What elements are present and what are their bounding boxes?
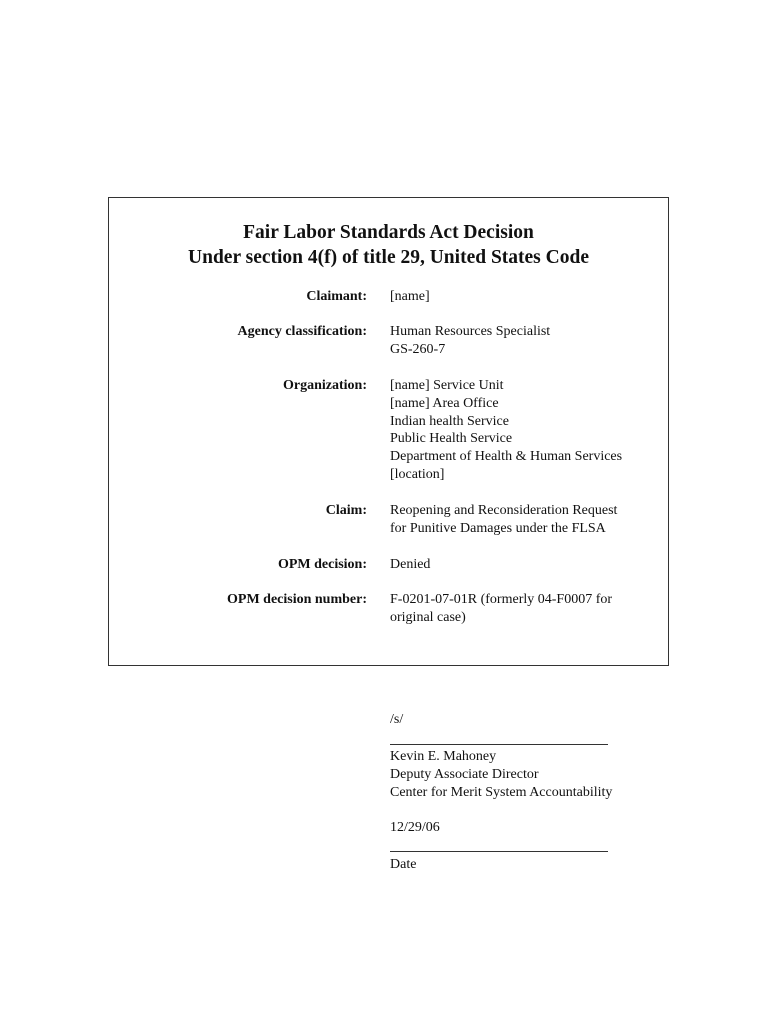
signer-title: Deputy Associate Director [390,766,539,782]
field-value-agency-classification [390,323,660,359]
field-label-organization: Organization: [283,378,367,393]
date-label: Date [390,857,417,872]
value-line: for Punitive Damages under the FLSA [390,520,606,536]
field-value-opm-decision [390,556,660,574]
value-line: Department of Health & Human Services [390,449,623,465]
signer-block [390,748,612,801]
document-subtitle: Under section 4(f) of title 29, United States Code [188,247,589,268]
field-label-opm-decision: OPM decision: [277,557,367,572]
value-line: GS-260-7 [390,341,446,357]
document-title: Fair Labor Standards Act Decision [243,222,534,243]
decision-summary-box [108,197,669,666]
value-line: [location] [390,466,445,482]
value-line: F-0201-07-01R (formerly 04-F0007 for [390,592,613,607]
field-label-opm-decision-number: OPM decision number: [227,592,367,607]
date-line [390,851,608,852]
value-line: Reopening and Reconsideration Request [390,503,618,518]
signature-line [390,744,608,745]
signature-mark: /s/ [390,712,404,727]
signature-date: 12/29/06 [390,820,440,835]
value-line: [name] [390,289,430,304]
field-label-agency-classification: Agency classification: [237,324,367,339]
signer-organization: Center for Merit System Accountability [390,784,613,800]
value-line: Public Health Service [390,431,513,447]
value-line: Human Resources Specialist [390,324,551,339]
field-label-claim: Claim: [325,503,367,518]
field-value-claim [390,502,660,538]
field-value-organization [390,377,660,484]
signer-name: Kevin E. Mahoney [390,749,497,764]
field-value-opm-decision-number [390,591,660,627]
field-label-claimant: Claimant: [306,289,367,304]
value-line: Denied [390,557,431,572]
value-line: Indian health Service [390,413,509,429]
value-line: [name] Area Office [390,395,499,411]
value-line: original case) [390,609,466,625]
value-line: [name] Service Unit [390,378,504,393]
field-value-claimant [390,288,660,306]
